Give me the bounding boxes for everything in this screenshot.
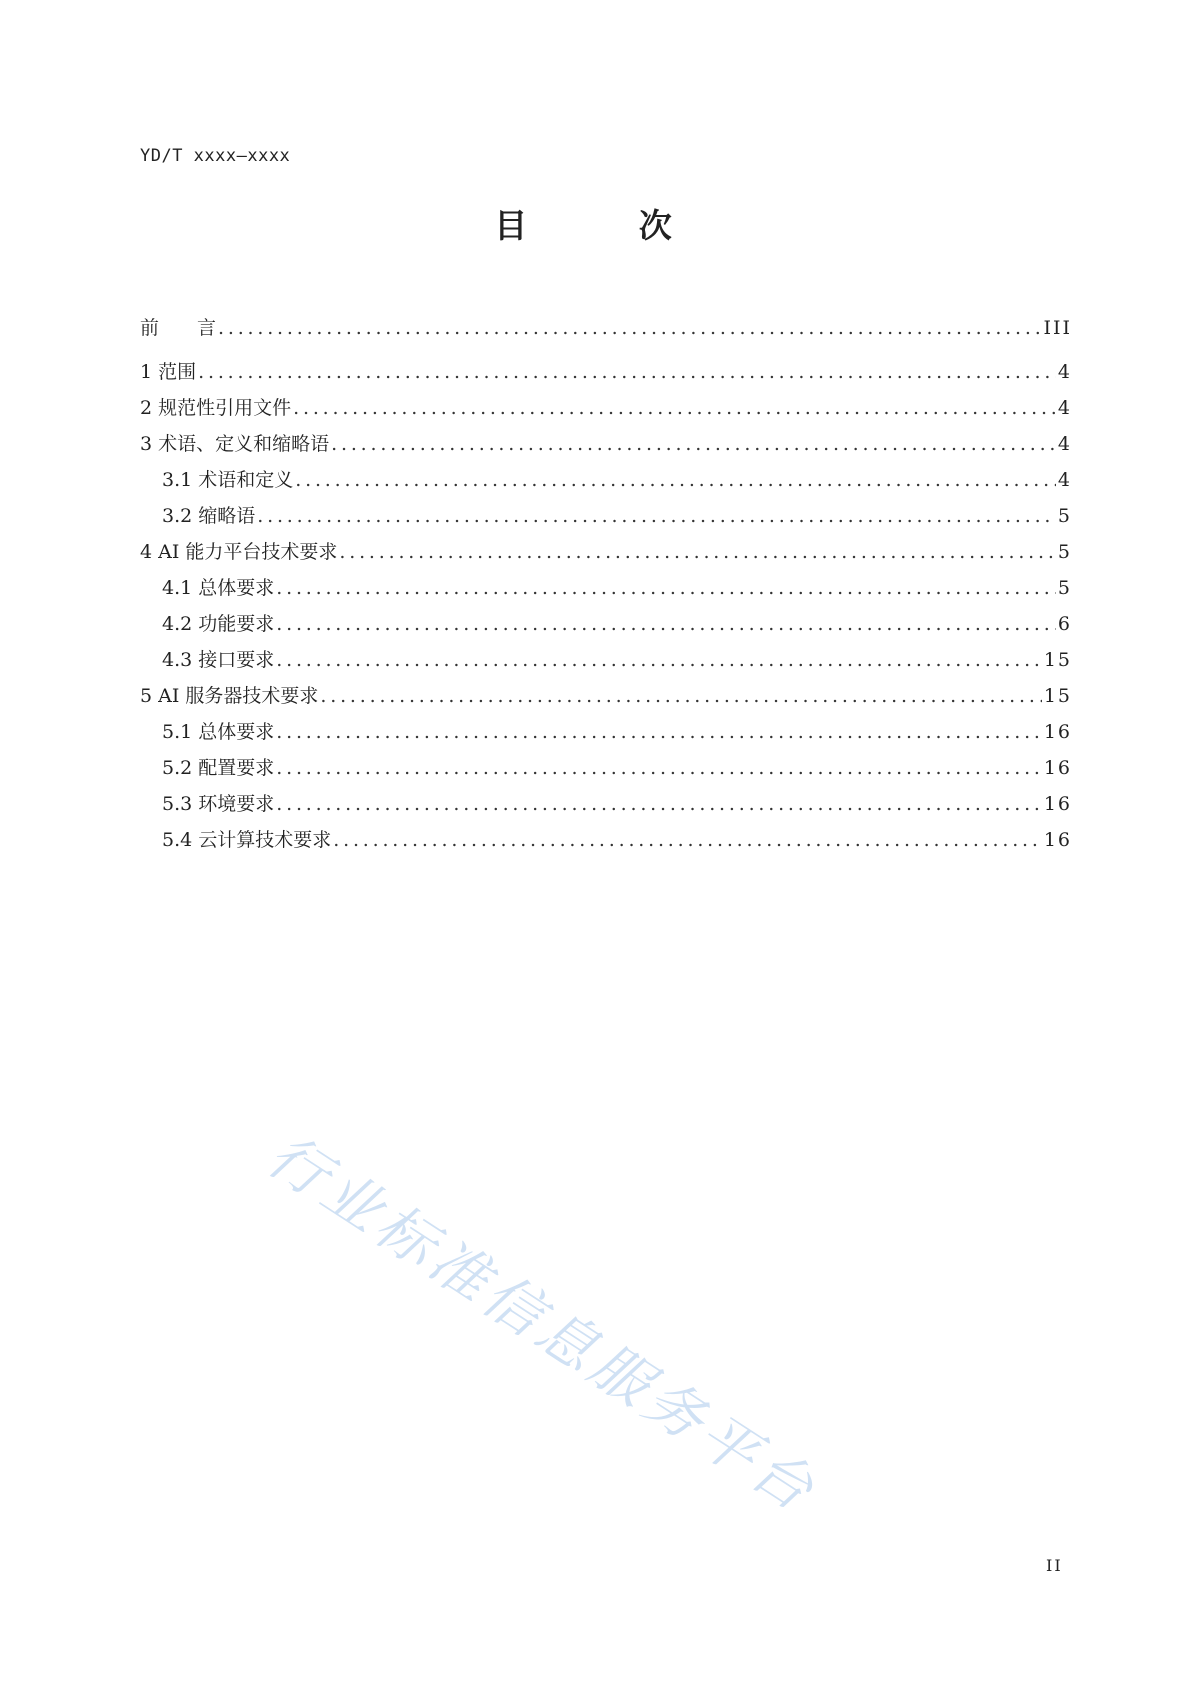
toc-entry-page: 5 [1057,577,1072,599]
toc-entry-label: 3 术语、定义和缩略语 [140,433,330,455]
toc-leader-dots [198,361,1056,383]
toc-entry-5-2[interactable] [140,753,1072,789]
toc-entry-4-1[interactable] [140,573,1072,609]
toc-leader-dots [276,577,1056,599]
toc-entry-label: 1 范围 [140,361,197,383]
toc-leader-dots [218,317,1041,339]
toc-entry-4-2[interactable] [140,609,1072,645]
toc-entry-page: 6 [1057,613,1072,635]
toc-entry-page: 15 [1043,649,1072,671]
toc-entry-label: 4.3 接口要求 [162,649,275,671]
toc-entry-page: 5 [1057,541,1072,563]
toc-entry-2[interactable] [140,393,1072,429]
document-code: YD/T xxxx—xxxx [140,146,291,166]
toc-entry-5-1[interactable] [140,717,1072,753]
toc-entry-1[interactable] [140,357,1072,393]
toc-entry-page: 5 [1057,505,1072,527]
toc-entry-page: III [1043,317,1072,339]
watermark: 行业标准信息服务平台 [255,1120,830,1527]
toc-entry-label: 5.2 配置要求 [162,757,275,779]
toc-entry-page: 4 [1057,361,1072,383]
toc-entry-label: 4.1 总体要求 [162,577,275,599]
toc-entry-foreword[interactable] [140,313,1072,357]
toc-entry-label: 4.2 功能要求 [162,613,275,635]
toc-entry-page: 16 [1043,793,1072,815]
toc-leader-dots [333,829,1042,851]
toc-entry-page: 16 [1043,721,1072,743]
toc-leader-dots [293,397,1056,419]
toc-entry-label: 5.1 总体要求 [162,721,275,743]
toc-leader-dots [331,433,1056,455]
toc-leader-dots [276,793,1042,815]
table-of-contents [140,313,1072,861]
toc-entry-label: 4 AI 能力平台技术要求 [140,541,338,563]
toc-entry-label: 5 AI 服务器技术要求 [140,685,319,707]
toc-leader-dots [276,721,1042,743]
toc-entry-4-3[interactable] [140,645,1072,681]
toc-leader-dots [320,685,1041,707]
toc-entry-page: 4 [1057,469,1072,491]
toc-entry-5-3[interactable] [140,789,1072,825]
toc-entry-3-1[interactable] [140,465,1072,501]
toc-entry-label: 2 规范性引用文件 [140,397,292,419]
toc-entry-page: 16 [1043,757,1072,779]
toc-entry-label: 前 言 [140,317,217,339]
toc-leader-dots [295,469,1056,491]
toc-leader-dots [276,757,1042,779]
toc-entry-page: 15 [1043,685,1072,707]
toc-leader-dots [276,613,1056,635]
toc-entry-page: 4 [1057,397,1072,419]
toc-entry-label: 5.3 环境要求 [162,793,275,815]
toc-entry-4[interactable] [140,537,1072,573]
page-title: 目 次 [494,206,722,245]
page-number: II [1046,1556,1063,1575]
toc-leader-dots [276,649,1042,671]
toc-entry-label: 3.1 术语和定义 [162,469,294,491]
toc-entry-5-4[interactable] [140,825,1072,861]
toc-entry-5[interactable] [140,681,1072,717]
toc-entry-label: 5.4 云计算技术要求 [162,829,332,851]
toc-leader-dots [257,505,1056,527]
toc-entry-3-2[interactable] [140,501,1072,537]
toc-entry-page: 4 [1057,433,1072,455]
toc-entry-3[interactable] [140,429,1072,465]
toc-entry-page: 16 [1043,829,1072,851]
toc-leader-dots [339,541,1056,563]
toc-entry-label: 3.2 缩略语 [162,505,256,527]
